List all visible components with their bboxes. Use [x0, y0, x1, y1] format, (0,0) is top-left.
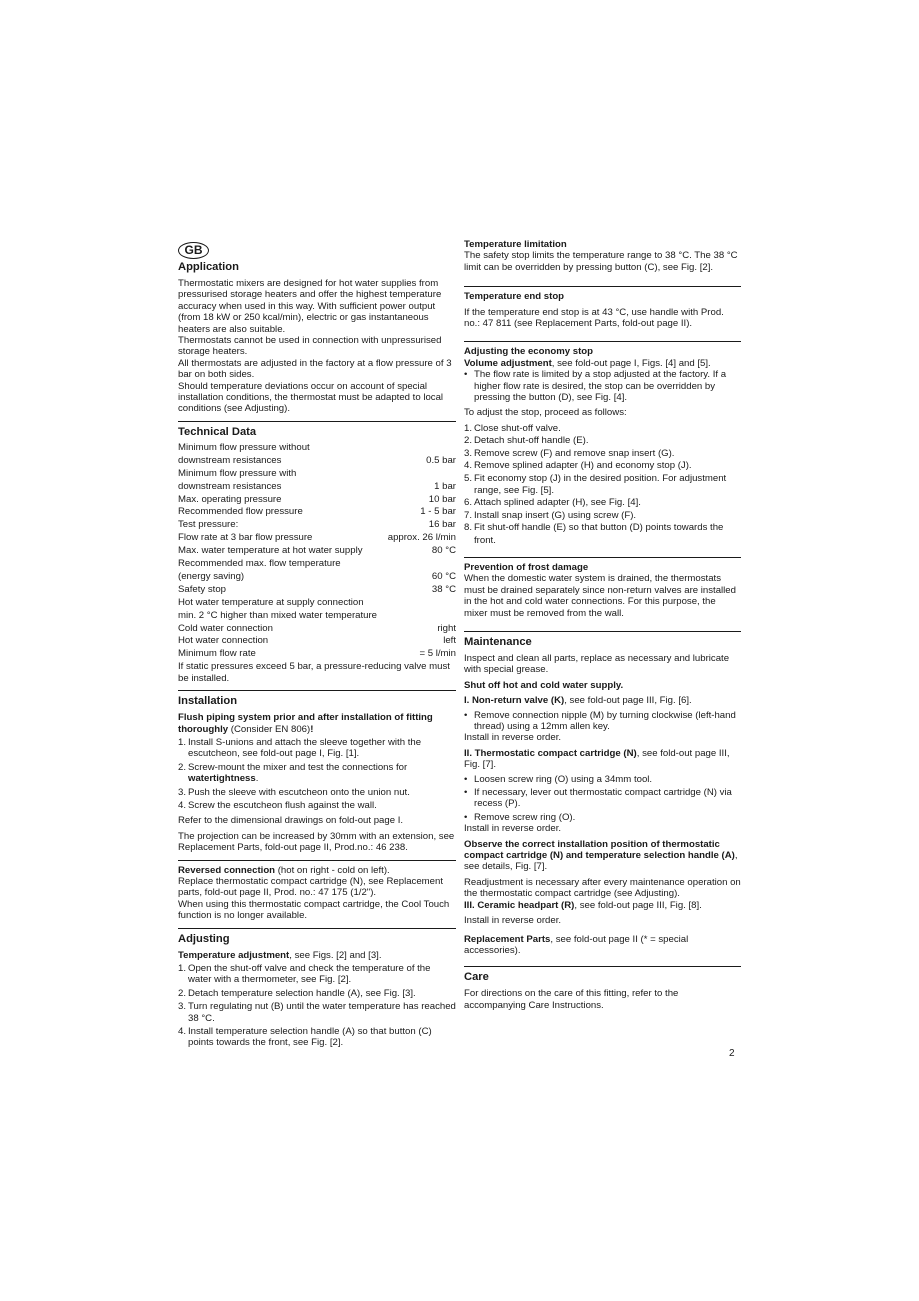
page-number: 2 [729, 1048, 735, 1059]
list-item: 1. Close shut-off valve. [464, 422, 561, 434]
reverse-order-note: Install in reverse order. [464, 823, 562, 835]
technical-data-row: Max. operating pressure 10 bar [178, 493, 456, 505]
reverse-order-note: Install in reverse order. [464, 915, 562, 927]
list-item: 3. Remove screw (F) and remove snap insert (G). [464, 447, 675, 459]
list-item: • The flow rate is limited by a stop adjusted at the factory. If a higher flow rate is desired, the stop can be overridden by pressing the button (D), see Fig. [4]. [464, 369, 727, 404]
technical-data-row: Safety stop 38 °C [178, 583, 456, 595]
list-item: • If necessary, lever out thermostatic compact cartridge (N) via recess (P). [464, 787, 732, 810]
cartridge-heading: II. Thermostatic compact cartridge (N), see fold-out page III, Fig. [7]. [464, 747, 730, 771]
installation-drawings-note: Refer to the dimensional drawings on fold-out page I. [178, 815, 404, 827]
technical-data-row: Flow rate at 3 bar flow pressure approx. 26 l/min [178, 532, 456, 544]
list-item: 1. Open the shut-off valve and check the temperature of the water with a thermometer, see Fig. [2]. [178, 963, 431, 986]
care-heading: Care [464, 971, 489, 984]
technical-data-row: Cold water connection right [178, 622, 456, 634]
adjusting-heading: Adjusting [178, 932, 230, 945]
list-item: 4. Install temperature selection handle (A) so that button (C) points towards the front, see Fig. [2]. [178, 1026, 432, 1049]
list-item: 2. Detach shut-off handle (E). [464, 435, 589, 447]
list-item: 4. Screw the escutcheon flush against the wall. [178, 799, 377, 811]
application-paragraph: Should temperature deviations occur on account of special installation conditions, the thermostat must be adapted to local conditions (see Adjusting). [178, 380, 444, 415]
shut-off-note: Shut off hot and cold water supply. [464, 679, 624, 691]
right-column [464, 239, 741, 1011]
economy-lead: To adjust the stop, proceed as follows: [464, 407, 627, 419]
section-divider [464, 631, 741, 632]
list-item: 4. Remove splined adapter (H) and economy stop (J). [464, 460, 692, 472]
installation-extension-note: The projection can be increased by 30mm with an extension, see Replacement Parts, fold-out page II, Prod.no.: 46 238. [178, 830, 455, 854]
non-return-valve-bullets [464, 710, 741, 733]
installation-steps [178, 737, 456, 811]
section-divider [178, 928, 456, 929]
section-divider [464, 966, 741, 967]
installation-position-note: Observe the correct installation position of thermostatic compact cartridge (N) and temperature selection handle (A), see details, Fig. [7]. [464, 838, 738, 873]
section-divider [464, 341, 741, 342]
reversed-connection-text: Replace thermostatic compact cartridge (N), see Replacement parts, fold-out page II, Prod. no.: 47 175 (1/2"). [178, 875, 444, 899]
temperature-limitation-text: The safety stop limits the temperature range to 38 °C. The 38 °C limit can be overridden by pressing button (C), see Fig. [2]. [464, 250, 738, 273]
application-heading: Application [178, 261, 239, 273]
temperature-end-stop-text: If the temperature end stop is at 43 °C, use handle with Prod. no.: 47 811 (see Replacement Parts, fold-out page II). [464, 306, 724, 330]
maintenance-intro: Inspect and clean all parts, replace as necessary and lubricate with special grease. [464, 652, 730, 676]
application-paragraph: All thermostats are adjusted in the factory at a flow pressure of 3 bar on both sides. [178, 357, 452, 381]
adjusting-steps [178, 963, 456, 1049]
care-text: For directions on the care of this fitting, refer to the accompanying Care Instructions. [464, 988, 679, 1011]
section-divider [178, 690, 456, 691]
list-item: • Remove screw ring (O). [464, 811, 576, 823]
technical-data-row: Recommended flow pressure 1 - 5 bar [178, 506, 456, 518]
technical-data-row: Recommended max. flow temperature [178, 558, 341, 570]
section-divider [178, 421, 456, 422]
application-paragraph: Thermostats cannot be used in connection with unpressurised storage heaters. [178, 335, 442, 358]
technical-data-row: Test pressure: 16 bar [178, 519, 456, 531]
frost-damage-heading: Prevention of frost damage [464, 561, 589, 573]
readjustment-note: Readjustment is necessary after every maintenance operation on the thermostatic compact cartridge (see Adjusting). [464, 876, 741, 900]
technical-data-row: Hot water connection left [178, 635, 456, 647]
technical-data-heading: Technical Data [178, 425, 257, 438]
application-paragraph: Thermostatic mixers are designed for hot water supplies from pressurised storage heaters and offer the highest temperature accuracy when used in this way. With sufficient power output (from 18 kW or 250 kcal/min), electric or gas instantaneous heaters are also suitable. [178, 278, 442, 335]
list-item: 6. Attach splined adapter (H), see Fig. [4]. [464, 497, 641, 509]
technical-data-table [178, 442, 456, 661]
section-divider [464, 557, 741, 558]
reverse-order-note: Install in reverse order. [464, 732, 562, 744]
application-body [178, 278, 456, 415]
list-item: 5. Fit economy stop (J) in the desired position. For adjustment range, see Fig. [5]. [464, 472, 727, 496]
list-item: 2. Detach temperature selection handle (A), see Fig. [3]. [178, 987, 416, 999]
technical-data-row: Hot water temperature at supply connection [178, 596, 364, 608]
temperature-end-stop-heading: Temperature end stop [464, 291, 565, 303]
temperature-adjustment-intro: Temperature adjustment, see Figs. [2] and [3]. [178, 949, 382, 961]
list-item: 3. Push the sleeve with escutcheon onto the union nut. [178, 786, 410, 798]
technical-data-row: Minimum flow pressure without [178, 441, 310, 453]
economy-stop-heading: Adjusting the economy stop [464, 346, 593, 358]
temperature-limitation-heading: Temperature limitation [464, 239, 567, 250]
technical-data-note: If static pressures exceed 5 bar, a pressure-reducing valve must be installed. [178, 661, 450, 684]
technical-data-row: (energy saving) 60 °C [178, 570, 456, 582]
maintenance-heading: Maintenance [464, 635, 532, 648]
left-column [178, 242, 456, 1049]
non-return-valve-heading: I. Non-return valve (K), see fold-out page III, Fig. [6]. [464, 695, 692, 707]
list-item: • Remove connection nipple (M) by turning clockwise (left-hand thread) using a 12mm allen key. [464, 709, 736, 732]
technical-data-row: min. 2 °C higher than mixed water temperature [178, 609, 378, 621]
list-item: 8. Fit shut-off handle (E) so that button (D) points towards the front. [464, 522, 724, 546]
reversed-connection-note: When using this thermostatic compact cartridge, the Cool Touch function is no longer available. [178, 898, 450, 922]
frost-damage-text: When the domestic water system is drained, the thermostats must be drained separately since non-return valves are installed in the hot and cold water connections. For this purpose, the mixer must be removed from the wall. [464, 573, 736, 619]
ceramic-headpart-heading: III. Ceramic headpart (R), see fold-out page III, Fig. [8]. [464, 899, 702, 911]
reversed-connection-heading: Reversed connection (hot on right - cold on left). [178, 864, 390, 876]
economy-bullets [464, 369, 741, 403]
technical-data-row: Max. water temperature at hot water supply 80 °C [178, 545, 456, 557]
technical-data-row: Minimum flow pressure with [178, 467, 297, 479]
volume-adjustment-intro: Volume adjustment, see fold-out page I, Figs. [4] and [5]. [464, 357, 711, 369]
list-item: 1. Install S-unions and attach the sleeve together with the escutcheon, see fold-out page I, Fig. [1]. [178, 736, 422, 760]
list-item: 3. Turn regulating nut (B) until the water temperature has reached 38 °C. [178, 1001, 456, 1024]
section-divider [464, 286, 741, 287]
installation-heading: Installation [178, 695, 238, 708]
technical-data-row: downstream resistances 1 bar [178, 480, 456, 492]
list-item: • Loosen screw ring (O) using a 34mm tool. [464, 773, 653, 785]
list-item: 2. Screw-mount the mixer and test the connections for watertightness. [178, 761, 408, 785]
replacement-parts-note: Replacement Parts, see fold-out page II (* = special accessories). [464, 933, 689, 956]
language-badge: GB [178, 242, 209, 259]
list-item: 7. Install snap insert (G) using screw (F). [464, 509, 637, 521]
technical-data-row: Minimum flow rate = 5 l/min [178, 648, 456, 660]
cartridge-bullets [464, 774, 741, 824]
technical-data-row: downstream resistances 0.5 bar [178, 454, 456, 466]
economy-steps [464, 423, 741, 547]
installation-intro: Flush piping system prior and after installation of fitting thoroughly (Consider EN 806)! [178, 712, 433, 735]
section-divider [178, 860, 456, 861]
